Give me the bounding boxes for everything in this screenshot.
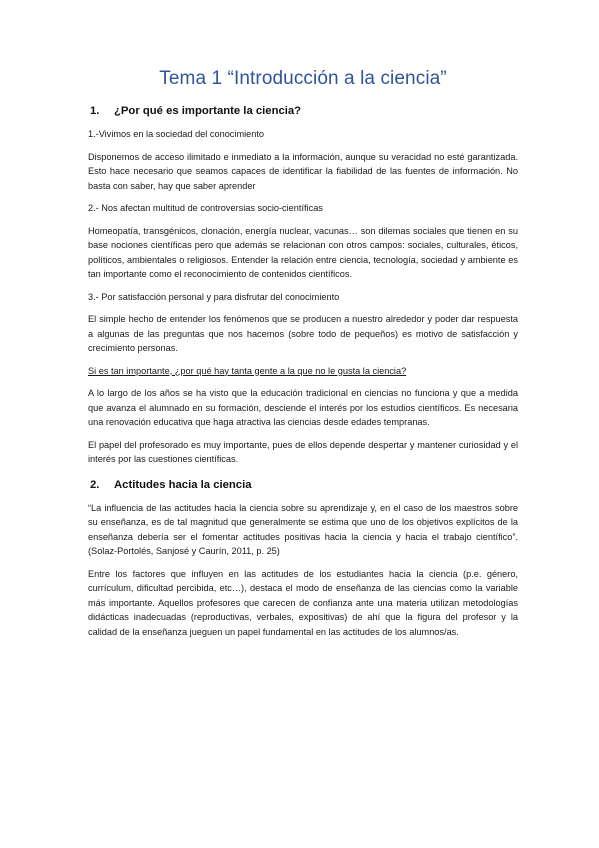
section-2-heading xyxy=(88,479,518,491)
section-2-title: Actitudes hacia la ciencia xyxy=(114,478,252,491)
paragraph-knowledge-society: Disponemos de acceso ilimitado e inmediato a la información, aunque su veracidad no esté garantizada. Esto hace necesario que seamos capaces de identificar la fiabilidad de las fuentes de información. No basta con saber, hay que saber aprender xyxy=(88,151,518,191)
section-1-number: 1. xyxy=(90,105,100,117)
section-1-heading xyxy=(88,105,518,117)
paragraph-point-3: 3.- Por satisfacción personal y para disfrutar del conocimiento xyxy=(88,291,340,302)
paragraph-quote: “La influencia de las actitudes hacia la ciencia sobre su aprendizaje y, en el caso de los maestros sobre su enseñanza, es de tal magnitud que generalmente se estima que uno de los objetivos explícitos de la enseñanza debería ser el fomentar actitudes positivas hacia la ciencia y hacia el trabajo científico”. (Solaz-Portolés, Sanjosé y Caurín, 2011, p. 25) xyxy=(88,502,518,556)
paragraph-point-2: 2.- Nos afectan multitud de controversias socio-científicas xyxy=(88,203,323,213)
underlined-question xyxy=(88,364,518,379)
paragraph-traditional-education: A lo largo de los años se ha visto que la educación tradicional en ciencias no funciona y que a medida que avanza el alumnado en su formación, desciende el interés por los estudios científicos. Es necesaria una renovación educativa que haga atractiva las ciencias desde edades tempranas. xyxy=(88,388,518,427)
underlined-question-text: Si es tan importante, ¿por qué hay tanta gente a la que no le gusta la ciencia? xyxy=(88,365,407,376)
document-content xyxy=(88,68,518,647)
section-1-title: ¿Por qué es importante la ciencia? xyxy=(114,105,302,117)
page-title: Tema 1 “Introducción a la ciencia” xyxy=(159,68,447,89)
paragraph-teacher-role: El papel del profesorado es muy importante, pues de ellos depende despertar y mantener curiosidad y el interés por las cuestiones científicas. xyxy=(88,439,518,464)
section-2-number: 2. xyxy=(90,478,100,491)
paragraph-factors: Entre los factores que influyen en las actitudes de los estudiantes hacia la ciencia (p.e. género, currículum, dificultad percibida, etc…), destaca el modo de enseñanza de las ciencias como la variable más importante. Aquellos profesores que carecen de confianza ante una materia utilizan metodologías didácticas inadecuadas (reproductivas, verbales, expositivas) de ahí que la figura del profesor y la calidad de la enseñanza jueguen un papel fundamental en las actitudes de los alumnos/as. xyxy=(88,568,518,637)
paragraph-point-1: 1.-Vivimos en la sociedad del conocimiento xyxy=(88,129,265,139)
paragraph-controversies: Homeopatía, transgénicos, clonación, energía nuclear, vacunas… son dilemas sociales que tienen en su base nociones científicas pero que además se relacionan con otros campos: sociales, culturales, éticos, políticos, ambientales o religiosos. Entender la relación entre ciencia, tecnología, sociedad y ambiente es tan importante como el reconocimiento de contenidos científicos. xyxy=(88,225,518,279)
paragraph-satisfaction: El simple hecho de entender los fenómenos que se producen a nuestro alrededor y poder dar respuesta a algunas de las preguntas que nos hacemos (sobre todo de pequeños) es motivo de satisfacción y crecimiento personas. xyxy=(88,314,518,353)
